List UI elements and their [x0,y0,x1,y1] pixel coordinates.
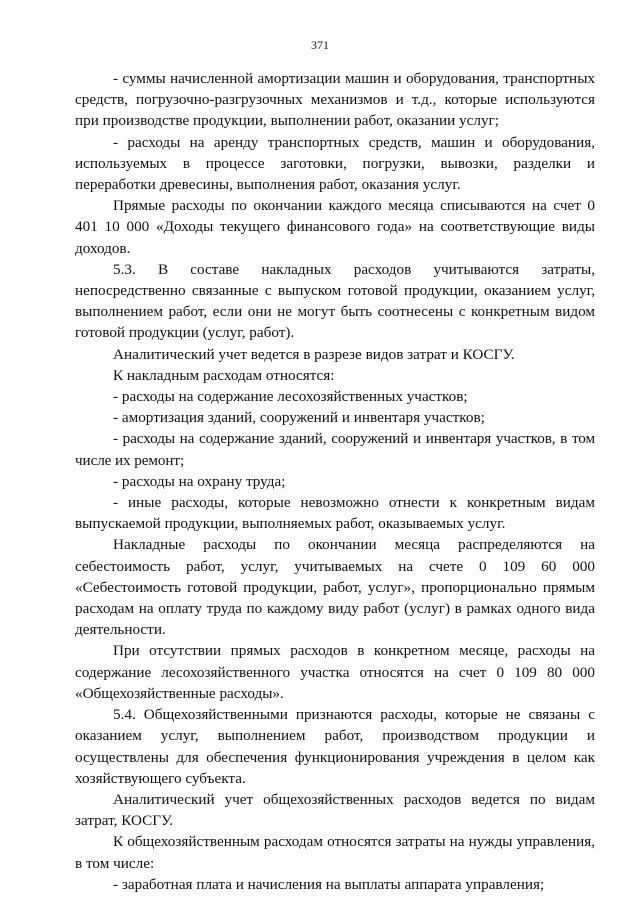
paragraph-analytic-accounting: Аналитический учет ведется в разрезе видов затрат и КОСГУ. [113,345,515,363]
paragraph-general-analytic: Аналитический учет общехозяйственных расходов ведется по видам затрат, КОСГУ. [75,790,595,830]
paragraph-section-5-3: 5.3. В составе накладных расходов учитываются затраты, непосредственно связанные с выпуском готовой продукции, оказанием услуг, выполнением работ, если они не могут быть соотнесены с конкретным видом готовой продукции (услуг, работ). [75,260,595,342]
paragraph-direct-costs: Прямые расходы по окончании каждого месяца списываются на счет 0 401 10 000 «Доходы текущего финансового года» на соответствующие виды доходов. [75,197,595,257]
paragraph-amortization: - суммы начисленной амортизации машин и оборудования, транспортных средств, погрузочно-разгрузочных механизмов и т.д., которые используются при производстве продукции, выполнении работ, оказании услуг; [75,70,595,130]
paragraph-overhead-distribution: Накладные расходы по окончании месяца распределяются на себестоимость работ, услуг, учитываемых на счете 0 109 60 000 «Себестоимость готовой продукции, работ, услуг», пропорционально прямым расходам на оплату труда по каждому виду работ (услуг) в рамках одного вида деятельности. [75,536,595,639]
paragraph-section-5-4: 5.4. Общехозяйственными признаются расходы, которые не связаны с оказанием услуг, выполнением работ, производством продукции и осуществлены для обеспечения функционирования учреждения в целом как хозяйствующего субъекта. [75,706,595,787]
list-item-depreciation: - амортизация зданий, сооружений и инвентаря участков; [113,409,485,427]
list-item-maintenance: - расходы на содержание зданий, сооружений и инвентаря участков, в том числе их ремонт; [75,430,595,469]
paragraph-general-costs-intro: К общехозяйственным расходам относятся затраты на нужды управления, в том числе: [75,833,595,872]
list-item-management-salary: - заработная плата и начисления на выплаты аппарата управления; [113,875,545,893]
list-item-labor-protection: - расходы на охрану труда; [113,472,286,490]
page-number: 371 [311,38,329,52]
list-item-other-costs: - иные расходы, которые невозможно отнести к конкретным видам выпускаемой продукции, выполняемых работ, оказываемых услуг. [75,494,595,533]
document-body [75,68,595,895]
paragraph-overhead-intro: К накладным расходам относятся: [113,366,335,384]
paragraph-rent: - расходы на аренду транспортных средств, машин и оборудования, используемых в процессе заготовки, погрузки, вывозки, разделки и переработки древесины, выполнения работ, оказания услуг. [75,133,595,194]
list-item-forest-plots: - расходы на содержание лесохозяйственных участков; [113,388,468,406]
paragraph-no-direct-costs: При отсутствии прямых расходов в конкретном месяце, расходы на содержание лесохозяйственного участка относятся на счет 0 109 80 000 «Общехозяйственные расходы». [75,642,595,702]
